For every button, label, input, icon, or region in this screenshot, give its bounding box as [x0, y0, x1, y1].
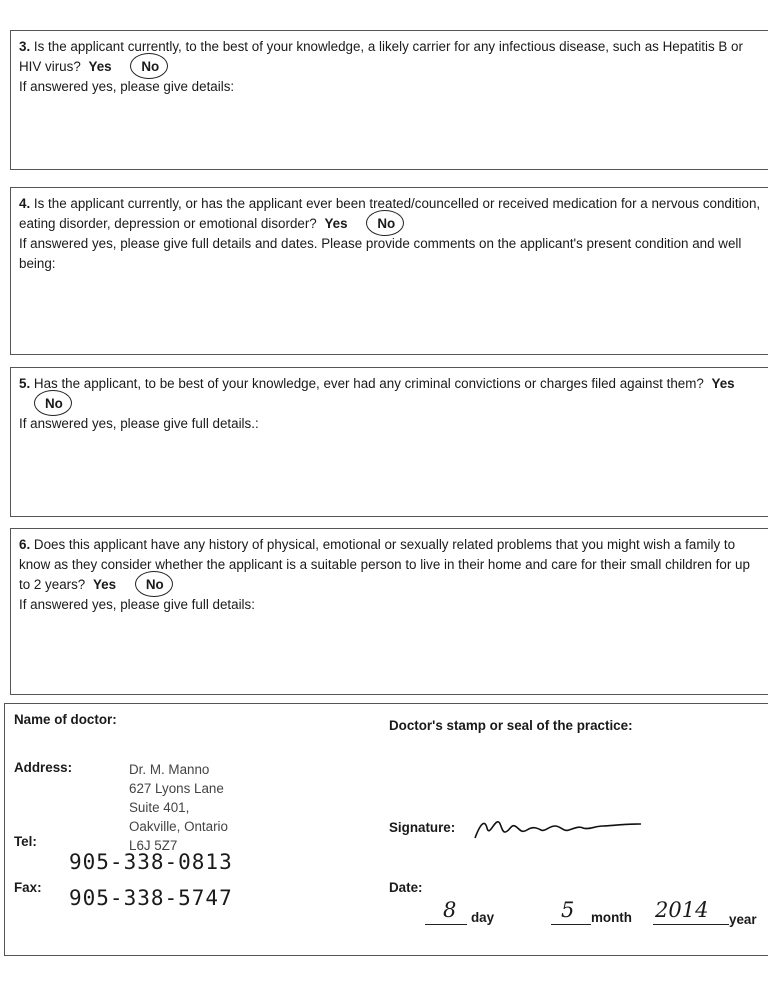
question-number: 3.: [19, 39, 31, 54]
doctor-section: [4, 703, 768, 956]
yes-option[interactable]: Yes: [711, 376, 735, 391]
address-label: Address:: [14, 760, 73, 775]
question-3-box: [10, 30, 768, 170]
stamp-label: Doctor's stamp or seal of the practice:: [389, 718, 633, 733]
day-value[interactable]: 8: [443, 898, 457, 922]
address-line: L6J 5Z7: [129, 838, 178, 853]
address-line: Suite 401,: [129, 800, 190, 815]
no-label: No: [377, 216, 396, 231]
details-prompt: If answered yes, please give full details and dates. Please provide comments on the applicant's present condition and well being:: [19, 236, 742, 271]
signature-image[interactable]: [471, 814, 651, 844]
day-label: day: [471, 910, 495, 925]
details-prompt: If answered yes, please give details:: [19, 79, 235, 94]
circle-mark-icon: [130, 53, 168, 79]
fax-label: Fax:: [14, 880, 42, 895]
details-prompt: If answered yes, please give full details.:: [19, 416, 259, 431]
no-label: No: [45, 396, 63, 411]
no-label: No: [145, 577, 164, 592]
yes-option[interactable]: Yes: [88, 59, 112, 74]
question-6-box: [10, 528, 768, 695]
question-text: Is the applicant currently, to the best of your knowledge, a likely carrier for any infectious disease, such as Hepatitis B or HIV virus?: [19, 39, 743, 74]
yes-option[interactable]: Yes: [324, 216, 348, 231]
address-stamp: [129, 760, 228, 855]
address-line: Dr. M. Manno: [129, 762, 210, 777]
circle-mark-icon: [34, 390, 72, 416]
question-number: 5.: [19, 376, 31, 391]
circle-mark-icon: [366, 210, 404, 236]
no-option-circled[interactable]: [41, 394, 67, 414]
question-4-box: [10, 187, 768, 355]
no-label: No: [141, 59, 160, 74]
question-number: 6.: [19, 537, 31, 552]
month-label: month: [591, 910, 632, 925]
tel-value[interactable]: 905-338-0813: [69, 850, 233, 874]
signature-label: Signature:: [389, 820, 456, 835]
year-label: year: [729, 912, 757, 927]
no-option-circled[interactable]: [142, 575, 168, 595]
no-option-circled[interactable]: [137, 57, 163, 77]
year-value[interactable]: 2014: [655, 898, 709, 922]
question-text: Does this applicant have any history of physical, emotional or sexually related problems that you might wish a family to know as they consider whether the applicant is a suitable person to live in their home and care for their small children for up to 2 years?: [19, 537, 750, 592]
no-option-circled[interactable]: [373, 214, 399, 234]
date-label: Date:: [389, 880, 423, 895]
fax-value[interactable]: 905-338-5747: [69, 886, 233, 910]
year-underline: [653, 924, 729, 925]
address-line: 627 Lyons Lane: [129, 781, 224, 796]
circle-mark-icon: [135, 571, 173, 597]
question-number: 4.: [19, 196, 31, 211]
tel-label: Tel:: [14, 834, 37, 849]
month-underline: [551, 924, 591, 925]
question-text: Is the applicant currently, or has the applicant ever been treated/councelled or received medication for a nervous condition, eating disorder, depression or emotional disorder?: [19, 196, 761, 231]
address-line: Oakville, Ontario: [129, 819, 228, 834]
month-value[interactable]: 5: [561, 898, 575, 922]
yes-option[interactable]: Yes: [92, 577, 117, 592]
day-underline: [425, 924, 467, 925]
doctor-name-label: Name of doctor:: [14, 712, 117, 727]
question-5-box: [10, 367, 768, 517]
question-text: Has the applicant, to be best of your knowledge, ever had any criminal convictions or charges filed against them?: [33, 376, 704, 391]
details-prompt: If answered yes, please give full details:: [19, 597, 255, 612]
